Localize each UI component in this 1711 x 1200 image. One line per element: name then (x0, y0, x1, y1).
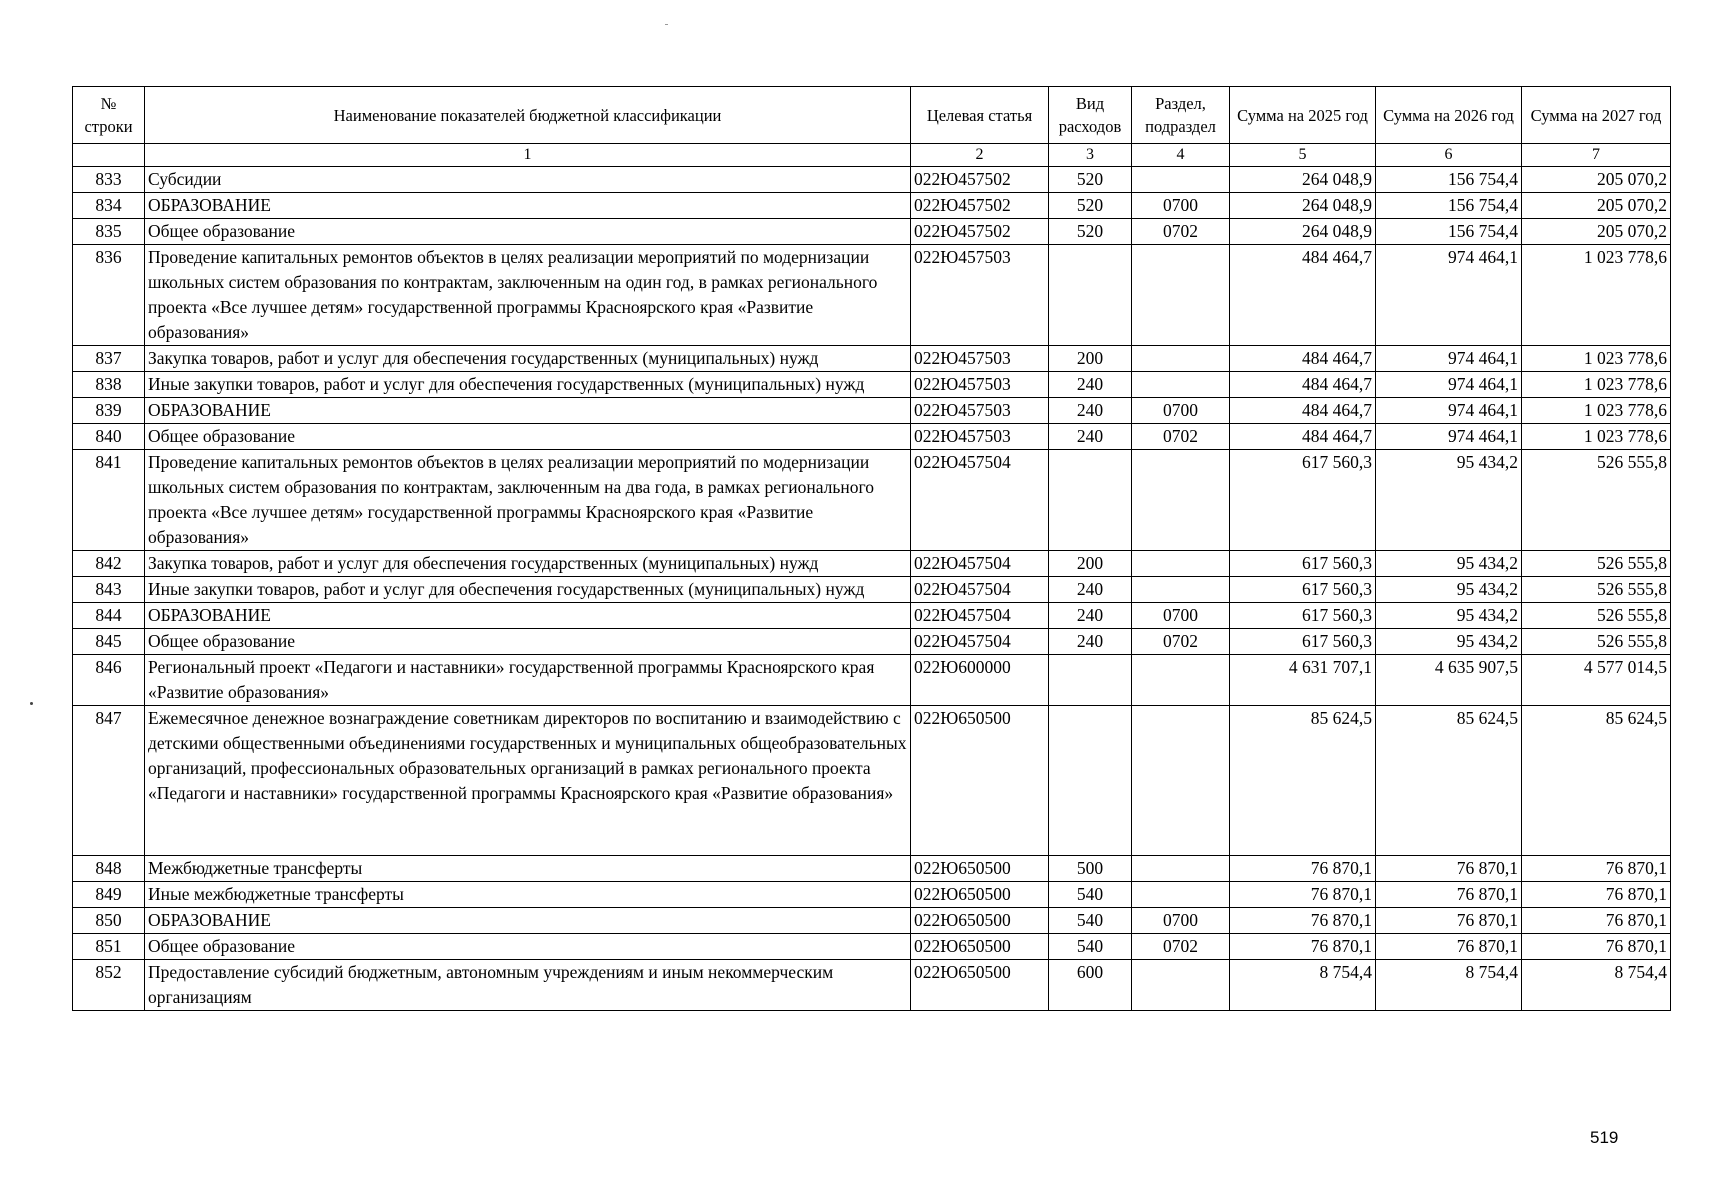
sum-2026-cell: 76 870,1 (1376, 856, 1522, 882)
section-cell (1132, 856, 1230, 882)
column-number: 5 (1230, 144, 1376, 167)
sum-2026-cell: 974 464,1 (1376, 372, 1522, 398)
indicator-name-cell: Иные закупки товаров, работ и услуг для обеспечения государственных (муниципальных) нужд (145, 577, 911, 603)
table-row (73, 372, 1671, 398)
expense-type-cell: 240 (1049, 603, 1132, 629)
header-target-item: Целевая статья (911, 87, 1049, 144)
table-row (73, 167, 1671, 193)
expense-type-cell: 240 (1049, 424, 1132, 450)
sum-2025-cell: 264 048,9 (1230, 167, 1376, 193)
sum-2026-cell: 95 434,2 (1376, 551, 1522, 577)
column-number: 3 (1049, 144, 1132, 167)
header-expense-type: Вид расходов (1049, 87, 1132, 144)
sum-2027-cell: 1 023 778,6 (1522, 398, 1671, 424)
expense-type-cell (1049, 450, 1132, 551)
target-item-cell: 022Ю457503 (911, 346, 1049, 372)
table-row (73, 655, 1671, 706)
row-number-cell: 848 (73, 856, 145, 882)
row-number-cell: 851 (73, 934, 145, 960)
indicator-name-cell: Общее образование (145, 424, 911, 450)
column-number: 1 (145, 144, 911, 167)
row-number-cell: 841 (73, 450, 145, 551)
row-number-cell: 845 (73, 629, 145, 655)
table-row (73, 450, 1671, 551)
page-number: 519 (1590, 1128, 1619, 1147)
sum-2027-cell: 205 070,2 (1522, 167, 1671, 193)
indicator-name-cell: Предоставление субсидий бюджетным, автономным учреждениям и иным некоммерческим организациям (145, 960, 911, 1011)
section-cell: 0702 (1132, 219, 1230, 245)
target-item-cell: 022Ю457502 (911, 219, 1049, 245)
sum-2026-cell: 95 434,2 (1376, 629, 1522, 655)
sum-2027-cell: 526 555,8 (1522, 603, 1671, 629)
sum-2026-cell: 85 624,5 (1376, 706, 1522, 856)
target-item-cell: 022Ю650500 (911, 856, 1049, 882)
target-item-cell: 022Ю457502 (911, 193, 1049, 219)
expense-type-cell: 240 (1049, 629, 1132, 655)
target-item-cell: 022Ю457504 (911, 577, 1049, 603)
table-row (73, 603, 1671, 629)
sum-2027-cell: 76 870,1 (1522, 934, 1671, 960)
indicator-name-cell: ОБРАЗОВАНИЕ (145, 603, 911, 629)
table-row (73, 551, 1671, 577)
expense-type-cell (1049, 655, 1132, 706)
row-number-cell: 844 (73, 603, 145, 629)
row-number-cell: 849 (73, 882, 145, 908)
row-number-cell: 843 (73, 577, 145, 603)
expense-type-cell (1049, 706, 1132, 856)
sum-2027-cell: 76 870,1 (1522, 856, 1671, 882)
table-row (73, 245, 1671, 346)
sum-2025-cell: 617 560,3 (1230, 577, 1376, 603)
expense-type-cell: 520 (1049, 219, 1132, 245)
sum-2027-cell: 205 070,2 (1522, 193, 1671, 219)
table-header-row (73, 87, 1671, 144)
sum-2027-cell: 205 070,2 (1522, 219, 1671, 245)
sum-2027-cell: 526 555,8 (1522, 629, 1671, 655)
target-item-cell: 022Ю457503 (911, 398, 1049, 424)
indicator-name-cell: Региональный проект «Педагоги и наставники» государственной программы Красноярского края «Развитие образования» (145, 655, 911, 706)
sum-2027-cell: 1 023 778,6 (1522, 372, 1671, 398)
section-cell: 0702 (1132, 424, 1230, 450)
expense-type-cell: 520 (1049, 193, 1132, 219)
indicator-name-cell: Закупка товаров, работ и услуг для обеспечения государственных (муниципальных) нужд (145, 551, 911, 577)
row-number-cell: 836 (73, 245, 145, 346)
budget-table (72, 86, 1671, 1011)
indicator-name-cell: Общее образование (145, 219, 911, 245)
sum-2027-cell: 85 624,5 (1522, 706, 1671, 856)
sum-2025-cell: 76 870,1 (1230, 882, 1376, 908)
section-cell (1132, 655, 1230, 706)
row-number-cell: 846 (73, 655, 145, 706)
sum-2026-cell: 974 464,1 (1376, 424, 1522, 450)
row-number-cell: 852 (73, 960, 145, 1011)
section-cell (1132, 577, 1230, 603)
row-number-cell: 838 (73, 372, 145, 398)
indicator-name-cell: Проведение капитальных ремонтов объектов в целях реализации мероприятий по модернизации школьных систем образования по контрактам, заключенным на один год, в рамках регионального проекта «Все лучшее детям» государственной программы Красноярского края «Развитие образования» (145, 245, 911, 346)
table-row (73, 193, 1671, 219)
row-number-cell: 834 (73, 193, 145, 219)
sum-2026-cell: 76 870,1 (1376, 882, 1522, 908)
sum-2026-cell: 95 434,2 (1376, 603, 1522, 629)
sum-2025-cell: 76 870,1 (1230, 934, 1376, 960)
expense-type-cell (1049, 245, 1132, 346)
sum-2025-cell: 484 464,7 (1230, 346, 1376, 372)
sum-2027-cell: 1 023 778,6 (1522, 346, 1671, 372)
scan-dot (30, 702, 33, 705)
target-item-cell: 022Ю600000 (911, 655, 1049, 706)
indicator-name-cell: Закупка товаров, работ и услуг для обеспечения государственных (муниципальных) нужд (145, 346, 911, 372)
header-row-number: № строки (73, 87, 145, 144)
row-number-cell: 842 (73, 551, 145, 577)
sum-2026-cell: 76 870,1 (1376, 934, 1522, 960)
sum-2025-cell: 8 754,4 (1230, 960, 1376, 1011)
table-row (73, 934, 1671, 960)
indicator-name-cell: Общее образование (145, 629, 911, 655)
expense-type-cell: 200 (1049, 346, 1132, 372)
row-number-cell: 833 (73, 167, 145, 193)
column-number: 7 (1522, 144, 1671, 167)
section-cell (1132, 706, 1230, 856)
expense-type-cell: 500 (1049, 856, 1132, 882)
row-number-cell: 847 (73, 706, 145, 856)
sum-2025-cell: 484 464,7 (1230, 398, 1376, 424)
sum-2027-cell: 76 870,1 (1522, 882, 1671, 908)
section-cell (1132, 346, 1230, 372)
column-number-row (73, 144, 1671, 167)
sum-2025-cell: 484 464,7 (1230, 372, 1376, 398)
sum-2025-cell: 4 631 707,1 (1230, 655, 1376, 706)
section-cell (1132, 372, 1230, 398)
sum-2025-cell: 617 560,3 (1230, 551, 1376, 577)
table-row (73, 856, 1671, 882)
column-number: 6 (1376, 144, 1522, 167)
sum-2027-cell: 1 023 778,6 (1522, 245, 1671, 346)
section-cell: 0700 (1132, 908, 1230, 934)
table-row (73, 908, 1671, 934)
table-row (73, 882, 1671, 908)
expense-type-cell: 240 (1049, 398, 1132, 424)
sum-2027-cell: 8 754,4 (1522, 960, 1671, 1011)
sum-2026-cell: 974 464,1 (1376, 398, 1522, 424)
section-cell: 0702 (1132, 629, 1230, 655)
header-sum-2025: Сумма на 2025 год (1230, 87, 1376, 144)
target-item-cell: 022Ю457504 (911, 603, 1049, 629)
column-number: 4 (1132, 144, 1230, 167)
expense-type-cell: 540 (1049, 908, 1132, 934)
header-section: Раздел, подраздел (1132, 87, 1230, 144)
sum-2026-cell: 156 754,4 (1376, 167, 1522, 193)
target-item-cell: 022Ю650500 (911, 960, 1049, 1011)
sum-2027-cell: 4 577 014,5 (1522, 655, 1671, 706)
row-number-cell: 837 (73, 346, 145, 372)
sum-2026-cell: 95 434,2 (1376, 450, 1522, 551)
target-item-cell: 022Ю457504 (911, 551, 1049, 577)
sum-2025-cell: 617 560,3 (1230, 450, 1376, 551)
table-row (73, 219, 1671, 245)
target-item-cell: 022Ю457503 (911, 424, 1049, 450)
header-indicator-name: Наименование показателей бюджетной классификации (145, 87, 911, 144)
sum-2027-cell: 526 555,8 (1522, 450, 1671, 551)
sum-2025-cell: 484 464,7 (1230, 424, 1376, 450)
row-number-cell: 839 (73, 398, 145, 424)
indicator-name-cell: Иные закупки товаров, работ и услуг для обеспечения государственных (муниципальных) нужд (145, 372, 911, 398)
sum-2025-cell: 617 560,3 (1230, 603, 1376, 629)
indicator-name-cell: ОБРАЗОВАНИЕ (145, 398, 911, 424)
target-item-cell: 022Ю457504 (911, 450, 1049, 551)
indicator-name-cell: ОБРАЗОВАНИЕ (145, 193, 911, 219)
indicator-name-cell: Проведение капитальных ремонтов объектов в целях реализации мероприятий по модернизации школьных систем образования по контрактам, заключенным на два года, в рамках регионального проекта «Все лучшее детям» государственной программы Красноярского края «Развитие образования» (145, 450, 911, 551)
expense-type-cell: 240 (1049, 372, 1132, 398)
table-row (73, 706, 1671, 856)
section-cell: 0702 (1132, 934, 1230, 960)
sum-2025-cell: 617 560,3 (1230, 629, 1376, 655)
indicator-name-cell: Общее образование (145, 934, 911, 960)
sum-2025-cell: 264 048,9 (1230, 193, 1376, 219)
target-item-cell: 022Ю650500 (911, 882, 1049, 908)
row-number-cell: 840 (73, 424, 145, 450)
target-item-cell: 022Ю650500 (911, 706, 1049, 856)
sum-2026-cell: 156 754,4 (1376, 193, 1522, 219)
sum-2027-cell: 526 555,8 (1522, 577, 1671, 603)
sum-2025-cell: 484 464,7 (1230, 245, 1376, 346)
target-item-cell: 022Ю650500 (911, 934, 1049, 960)
indicator-name-cell: Межбюджетные трансферты (145, 856, 911, 882)
section-cell (1132, 551, 1230, 577)
table-body (73, 167, 1671, 1011)
sum-2027-cell: 1 023 778,6 (1522, 424, 1671, 450)
sum-2026-cell: 8 754,4 (1376, 960, 1522, 1011)
section-cell (1132, 167, 1230, 193)
indicator-name-cell: Ежемесячное денежное вознаграждение советникам директоров по воспитанию и взаимодействию с детскими общественными объединениями государственных и муниципальных общеобразовательных организаций, профессиональных образовательных организаций в рамках регионального проекта «Педагоги и наставники» государственной программы Красноярского края «Развитие образования» (145, 706, 911, 856)
target-item-cell: 022Ю457503 (911, 372, 1049, 398)
expense-type-cell: 540 (1049, 934, 1132, 960)
table-row (73, 398, 1671, 424)
sum-2027-cell: 526 555,8 (1522, 551, 1671, 577)
section-cell (1132, 245, 1230, 346)
sum-2027-cell: 76 870,1 (1522, 908, 1671, 934)
sum-2025-cell: 76 870,1 (1230, 908, 1376, 934)
section-cell (1132, 450, 1230, 551)
sum-2025-cell: 85 624,5 (1230, 706, 1376, 856)
expense-type-cell: 520 (1049, 167, 1132, 193)
sum-2026-cell: 76 870,1 (1376, 908, 1522, 934)
sum-2026-cell: 95 434,2 (1376, 577, 1522, 603)
table-row (73, 629, 1671, 655)
sum-2026-cell: 156 754,4 (1376, 219, 1522, 245)
expense-type-cell: 540 (1049, 882, 1132, 908)
table-row (73, 346, 1671, 372)
column-number: 2 (911, 144, 1049, 167)
sum-2026-cell: 974 464,1 (1376, 346, 1522, 372)
sum-2026-cell: 974 464,1 (1376, 245, 1522, 346)
expense-type-cell: 200 (1049, 551, 1132, 577)
expense-type-cell: 240 (1049, 577, 1132, 603)
row-number-cell: 850 (73, 908, 145, 934)
section-cell (1132, 960, 1230, 1011)
section-cell: 0700 (1132, 398, 1230, 424)
sum-2025-cell: 76 870,1 (1230, 856, 1376, 882)
table-row (73, 577, 1671, 603)
row-number-cell: 835 (73, 219, 145, 245)
indicator-name-cell: ОБРАЗОВАНИЕ (145, 908, 911, 934)
sum-2026-cell: 4 635 907,5 (1376, 655, 1522, 706)
header-sum-2027: Сумма на 2027 год (1522, 87, 1671, 144)
expense-type-cell: 600 (1049, 960, 1132, 1011)
header-sum-2026: Сумма на 2026 год (1376, 87, 1522, 144)
table-row (73, 960, 1671, 1011)
indicator-name-cell: Субсидии (145, 167, 911, 193)
column-number (73, 144, 145, 167)
target-item-cell: 022Ю457502 (911, 167, 1049, 193)
sum-2025-cell: 264 048,9 (1230, 219, 1376, 245)
target-item-cell: 022Ю457504 (911, 629, 1049, 655)
table-row (73, 424, 1671, 450)
target-item-cell: 022Ю650500 (911, 908, 1049, 934)
section-cell (1132, 882, 1230, 908)
section-cell: 0700 (1132, 603, 1230, 629)
target-item-cell: 022Ю457503 (911, 245, 1049, 346)
indicator-name-cell: Иные межбюджетные трансферты (145, 882, 911, 908)
section-cell: 0700 (1132, 193, 1230, 219)
scan-mark (665, 24, 668, 25)
